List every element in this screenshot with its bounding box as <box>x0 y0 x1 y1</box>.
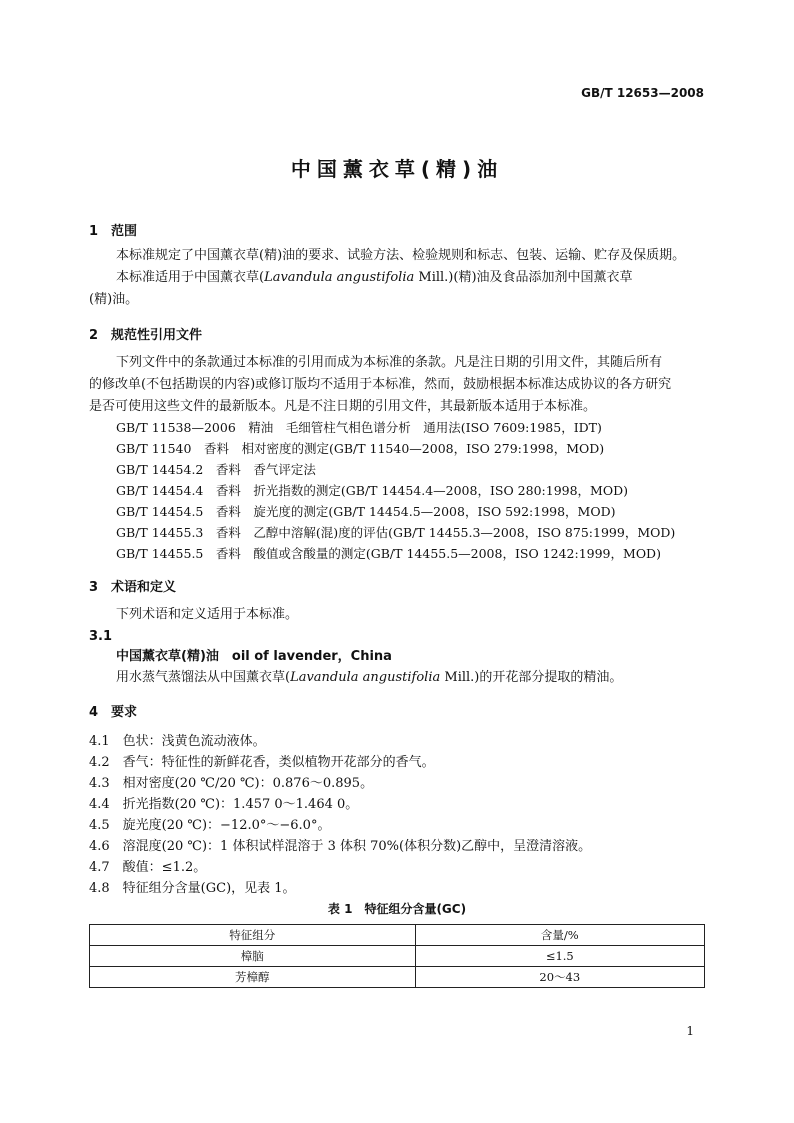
term-definition: 用水蒸气蒸馏法从中国薰衣草(Lavandula angustifolia Mill.)的开花部分提取的精油。 <box>116 670 623 685</box>
table-caption: 表 1 特征组分含量(GC) <box>327 902 467 916</box>
page-number: 1 <box>686 1024 694 1038</box>
clause-number: 3.1 <box>89 629 113 644</box>
scope-paragraph-1: 本标准规定了中国薰衣草(精)油的要求、试验方法、检验规则和标志、包装、运输、贮存及保质期。 <box>116 248 686 263</box>
table-cell: ≤1.5 <box>415 946 704 967</box>
term-title: 中国薰衣草(精)油 oil of lavender，China <box>116 649 392 664</box>
references-intro-line-2: 的修改单(不包括勘误的内容)或修订版均不适用于本标准，然而，鼓励根据本标准达成协议的各方研究 <box>89 377 672 392</box>
reference-item: GB/T 11538—2006 精油 毛细管柱气相色谱分析 通用法(ISO 7609:1985，IDT) <box>116 420 602 435</box>
scope-paragraph-2: 本标准适用于中国薰衣草(Lavandula angustifolia Mill.)(精)油及食品添加剂中国薰衣草 <box>116 270 633 285</box>
section-heading-requirements: 4 要求 <box>89 705 138 720</box>
section-heading-normative-references: 2 规范性引用文件 <box>89 328 203 343</box>
terms-intro: 下列术语和定义适用于本标准。 <box>116 607 299 622</box>
latin-name: Lavandula angustifolia <box>290 670 441 685</box>
reference-item: GB/T 11540 香料 相对密度的测定(GB/T 11540—2008，ISO 279:1998，MOD) <box>116 441 605 456</box>
table-header-cell: 特征组分 <box>90 925 416 946</box>
table-header-cell: 含量/% <box>415 925 704 946</box>
reference-item: GB/T 14455.5 香料 酸值或含酸量的测定(GB/T 14455.5—2008，ISO 1242:1999，MOD) <box>116 546 661 561</box>
component-table <box>89 924 705 988</box>
reference-item: GB/T 14454.2 香料 香气评定法 <box>116 462 316 477</box>
scope-paragraph-2-cont: (精)油。 <box>89 292 139 307</box>
reference-item: GB/T 14454.4 香料 折光指数的测定(GB/T 14454.4—2008，ISO 280:1998，MOD) <box>116 483 629 498</box>
table-header-row <box>90 925 705 946</box>
requirement-item: 4.2 香气：特征性的新鲜花香，类似植物开花部分的香气。 <box>89 755 435 770</box>
requirement-item: 4.7 酸值：≤1.2。 <box>89 860 207 875</box>
requirement-item: 4.1 色状：浅黄色流动液体。 <box>89 734 266 749</box>
section-heading-terms: 3 术语和定义 <box>89 580 177 595</box>
table-cell: 芳樟醇 <box>90 967 416 988</box>
table-cell: 樟脑 <box>90 946 416 967</box>
table-row <box>90 946 705 967</box>
references-intro-line-3: 是否可使用这些文件的最新版本。凡是不注日期的引用文件，其最新版本适用于本标准。 <box>89 399 597 414</box>
table-row <box>90 967 705 988</box>
section-heading-scope: 1 范围 <box>89 224 138 239</box>
requirement-item: 4.4 折光指数(20 ℃)：1.457 0～1.464 0。 <box>89 797 359 812</box>
standard-number: GB/T 12653—2008 <box>581 86 704 100</box>
requirement-item: 4.5 旋光度(20 ℃)：−12.0°～−6.0°。 <box>89 818 331 833</box>
reference-item: GB/T 14454.5 香料 旋光度的测定(GB/T 14454.5—2008，ISO 592:1998，MOD) <box>116 504 616 519</box>
latin-name: Lavandula angustifolia <box>264 270 415 285</box>
references-intro-line-1: 下列文件中的条款通过本标准的引用而成为本标准的条款。凡是注日期的引用文件，其随后所有 <box>116 355 663 370</box>
requirement-item: 4.3 相对密度(20 ℃/20 ℃)：0.876～0.895。 <box>89 776 374 791</box>
reference-item: GB/T 14455.3 香料 乙醇中溶解(混)度的评估(GB/T 14455.3—2008，ISO 875:1999，MOD) <box>116 525 676 540</box>
requirement-item: 4.6 溶混度(20 ℃)：1 体积试样混溶于 3 体积 70%(体积分数)乙醇中，呈澄清溶液。 <box>89 839 592 854</box>
document-title: 中国薰衣草(精)油 <box>290 157 504 181</box>
requirement-item: 4.8 特征组分含量(GC)，见表 1。 <box>89 881 296 896</box>
table-cell: 20～43 <box>415 967 704 988</box>
